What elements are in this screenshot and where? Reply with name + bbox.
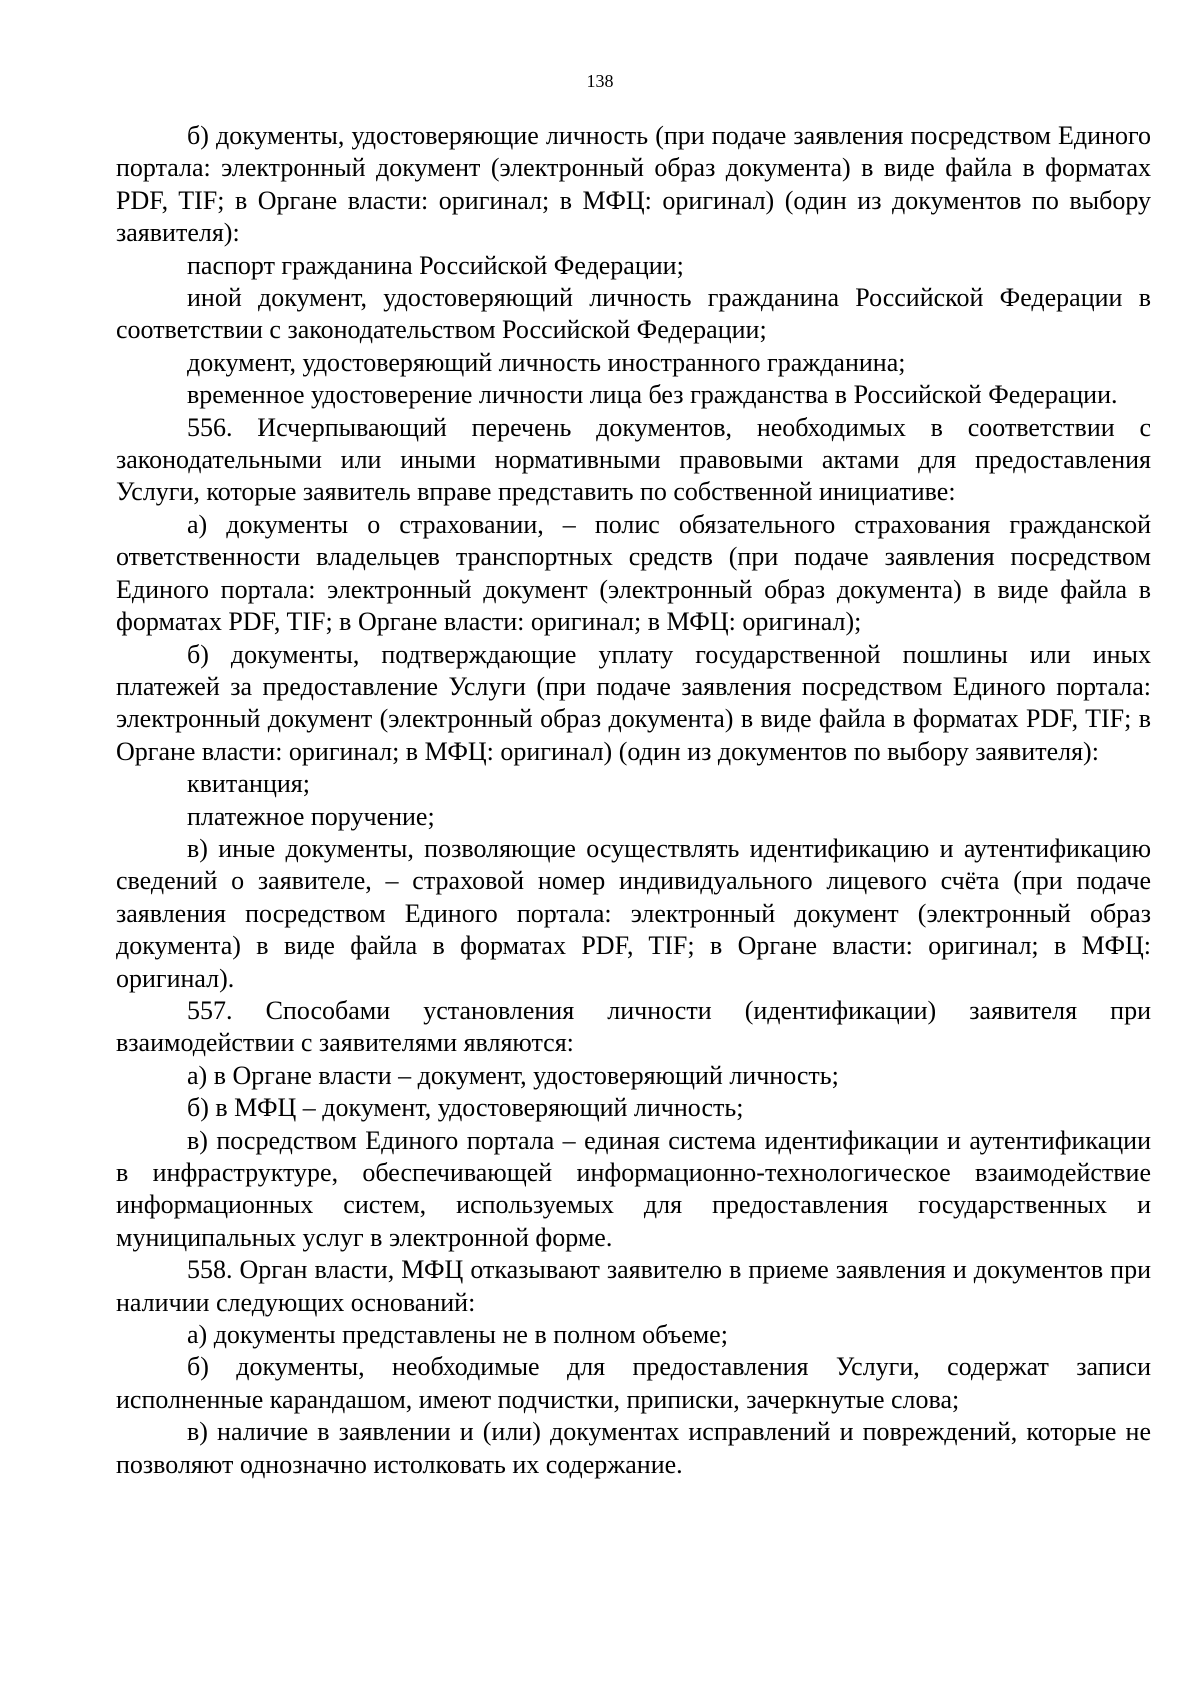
paragraph-557: 557. Способами установления личности (идентификации) заявителя при взаимодействии с заявителями являются: <box>116 995 1151 1058</box>
paragraph-passport: паспорт гражданина Российской Федерации; <box>187 250 684 280</box>
paragraph-556: 556. Исчерпывающий перечень документов, необходимых в соответствии с законодательными или иными нормативными правовыми актами для предоставления Услуги, которые заявитель вправе представить по собственной инициативе: <box>116 412 1151 507</box>
paragraph-556-b: б) документы, подтверждающие уплату государственной пошлины или иных платежей за предоставление Услуги (при подаче заявления посредством Единого портала: электронный документ (электронный образ документа) в виде файла в форматах PDF, TIF; в Органе власти: оригинал; в МФЦ: оригинал) (один из документов по выбору заявителя): <box>116 639 1151 766</box>
document-body <box>116 120 1151 1481</box>
paragraph-557-b: б) в МФЦ – документ, удостоверяющий личность; <box>187 1093 744 1123</box>
paragraph-558-v: в) наличие в заявлении и (или) документах исправлений и повреждений, которые не позволяют однозначно истолковать их содержание. <box>116 1417 1151 1479</box>
paragraph-temporary-certificate: временное удостоверение личности лица без гражданства в Российской Федерации. <box>187 380 1118 410</box>
paragraph-556-a: а) документы о страховании, – полис обязательного страхования гражданской ответственности владельцев транспортных средств (при подаче заявления посредством Единого портала: электронный документ (электронный образ документа) в виде файла в форматах PDF, TIF; в Органе власти: оригинал; в МФЦ: оригинал); <box>116 509 1151 637</box>
paragraph-b-identity-documents: б) документы, удостоверяющие личность (при подаче заявления посредством Единого портала: электронный документ (электронный образ документа) в виде файла в форматах PDF, TIF; в Органе власти: оригинал; в МФЦ: оригинал) (один из документов по выбору заявителя): <box>116 121 1151 248</box>
paragraph-payment-order: платежное поручение; <box>187 801 435 831</box>
paragraph-558-a: а) документы представлены не в полном объеме; <box>187 1320 728 1350</box>
paragraph-other-identity-document: иной документ, удостоверяющий личность гражданина Российской Федерации в соответствии с законодательством Российской Федерации; <box>116 283 1151 345</box>
paragraph-558-b: б) документы, необходимые для предоставления Услуги, содержат записи исполненные карандашом, имеют подчистки, приписки, зачеркнутые слова; <box>116 1352 1151 1414</box>
paragraph-receipt: квитанция; <box>187 769 310 799</box>
paragraph-557-v: в) посредством Единого портала – единая система идентификации и аутентификации в инфраструктуре, обеспечивающей информационно-технологическое взаимодействие информационных систем, используемых для предоставления государственных и муниципальных услуг в электронной форме. <box>116 1125 1151 1252</box>
paragraph-foreign-citizen-document: документ, удостоверяющий личность иностранного гражданина; <box>187 347 906 377</box>
paragraph-556-v: в) иные документы, позволяющие осуществлять идентификацию и аутентификацию сведений о заявителе, – страховой номер индивидуального лицевого счёта (при подаче заявления посредством Единого портала: электронный документ (электронный образ документа) в виде файла в форматах PDF, TIF; в Органе власти: оригинал; в МФЦ: оригинал). <box>116 833 1151 993</box>
paragraph-557-a: а) в Органе власти – документ, удостоверяющий личность; <box>187 1060 839 1090</box>
page-number: 138 <box>586 71 614 91</box>
paragraph-558: 558. Орган власти, МФЦ отказывают заявителю в приеме заявления и документов при наличии следующих оснований: <box>116 1255 1151 1317</box>
